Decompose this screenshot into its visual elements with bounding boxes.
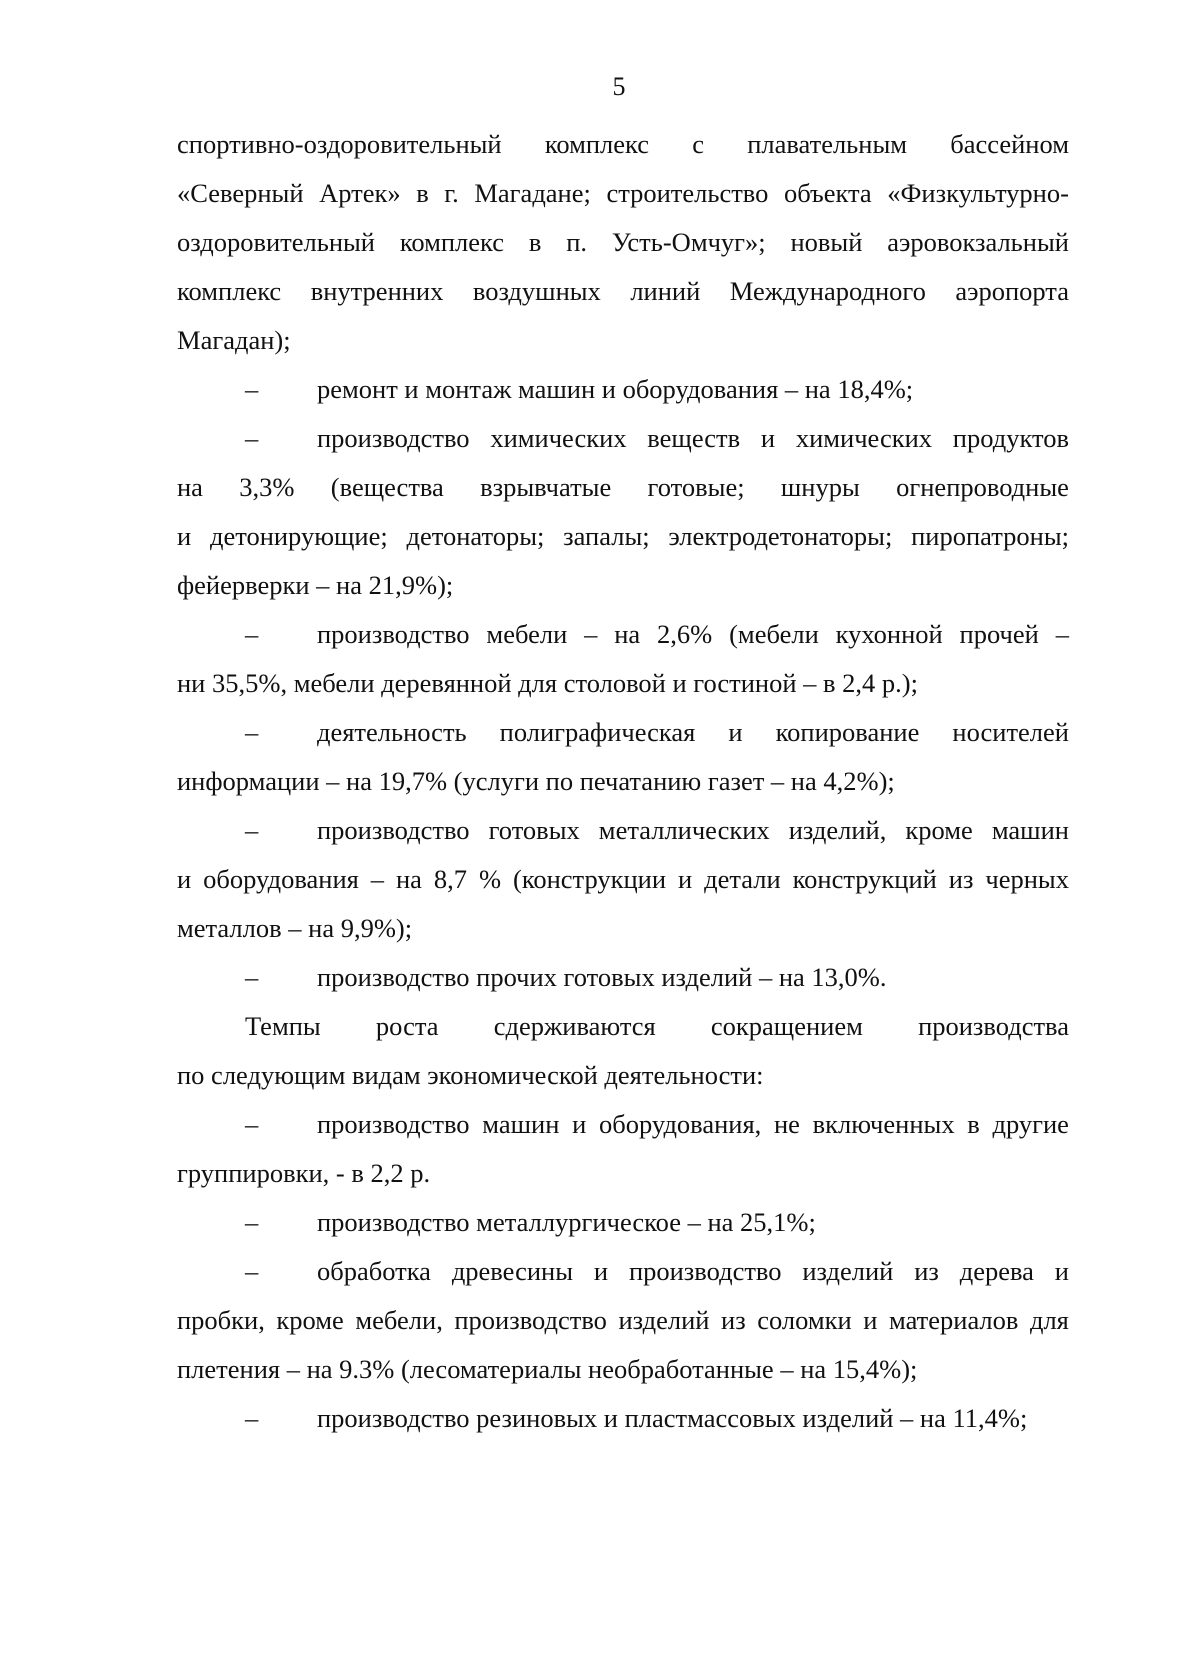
- list-item-text: производство резиновых и пластмассовых изделий – на 11,4%;: [317, 1403, 1028, 1433]
- list-item: [177, 610, 1069, 708]
- text-line: комплекс внутренних воздушных линий Международного аэропорта: [177, 276, 1069, 306]
- list-item: [177, 708, 1069, 806]
- document-body: [177, 120, 1069, 1443]
- list-item-text: производство металлургическое – на 25,1%;: [317, 1207, 816, 1237]
- list-dash: –: [245, 1207, 259, 1237]
- list-dash: –: [245, 717, 259, 747]
- list-item-first-line: [177, 953, 1069, 1002]
- text-line: пробки, кроме мебели, производство изделий из соломки и материалов для: [177, 1305, 1069, 1335]
- list-item-first-line: [177, 1247, 1069, 1296]
- text-line: Магадан);: [177, 325, 291, 355]
- list-item-text: производство прочих готовых изделий – на 13,0%.: [317, 962, 887, 992]
- list-dash: –: [245, 619, 259, 649]
- text-line: и детонирующие; детонаторы; запалы; электродетонаторы; пиропатроны;: [177, 521, 1069, 551]
- list-item-text: обработка древесины и производство изделий из дерева и: [317, 1256, 1069, 1286]
- list-dash: –: [245, 1403, 259, 1433]
- text-line: плетения – на 9.3% (лесоматериалы необработанные – на 15,4%);: [177, 1354, 918, 1384]
- list-item-first-line: [177, 1100, 1069, 1149]
- text-line: оздоровительный комплекс в п. Усть-Омчуг»; новый аэровокзальный: [177, 227, 1069, 257]
- list-item: [177, 806, 1069, 953]
- text-line: металлов – на 9,9%);: [177, 913, 413, 943]
- text-line: «Северный Артек» в г. Магадане; строительство объекта «Физкультурно-: [177, 178, 1069, 208]
- list-item-text: производство готовых металлических изделий, кроме машин: [317, 815, 1069, 845]
- list-item-text: производство мебели – на 2,6% (мебели кухонной прочей –: [317, 619, 1069, 649]
- list-dash: –: [245, 1256, 259, 1286]
- list-item-text: производство химических веществ и химических продуктов: [317, 423, 1069, 453]
- list-dash: –: [245, 962, 259, 992]
- list-item: [177, 1100, 1069, 1198]
- list-item-first-line: [177, 1394, 1069, 1443]
- list-dash: –: [245, 423, 259, 453]
- list-item: [177, 365, 1069, 414]
- list-dash: –: [245, 815, 259, 845]
- list-item: [177, 414, 1069, 610]
- list-item: [177, 1394, 1069, 1443]
- list-item-text: производство машин и оборудования, не включенных в другие: [317, 1109, 1069, 1139]
- page-number: 5: [612, 72, 626, 101]
- list-item: [177, 1247, 1069, 1394]
- text-line: фейерверки – на 21,9%);: [177, 570, 454, 600]
- text-line: и оборудования – на 8,7 % (конструкции и детали конструкций из черных: [177, 864, 1069, 894]
- text-line: на 3,3% (вещества взрывчатые готовые; шнуры огнепроводные: [177, 472, 1069, 502]
- text-line: группировки, - в 2,2 р.: [177, 1158, 431, 1188]
- list-item-first-line: [177, 806, 1069, 855]
- list-dash: –: [245, 1109, 259, 1139]
- text-line: по следующим видам экономической деятельности:: [177, 1060, 764, 1090]
- list-item-first-line: [177, 414, 1069, 463]
- list-item-first-line: [177, 1198, 1069, 1247]
- text-line: Темпы роста сдерживаются сокращением производства: [245, 1011, 1069, 1041]
- list-dash: –: [245, 374, 259, 404]
- text-line: спортивно-оздоровительный комплекс с плавательным бассейном: [177, 129, 1069, 159]
- list-item-text: деятельность полиграфическая и копирование носителей: [317, 717, 1069, 747]
- list-item: [177, 1198, 1069, 1247]
- list-item-first-line: [177, 708, 1069, 757]
- list-item: [177, 953, 1069, 1002]
- list-item-first-line: [177, 610, 1069, 659]
- text-line: ни 35,5%, мебели деревянной для столовой и гостиной – в 2,4 р.);: [177, 668, 918, 698]
- paragraph: [177, 120, 1069, 365]
- paragraph: [177, 1002, 1069, 1100]
- list-item-first-line: [177, 365, 1069, 414]
- list-item-text: ремонт и монтаж машин и оборудования – на 18,4%;: [317, 374, 914, 404]
- text-line: информации – на 19,7% (услуги по печатанию газет – на 4,2%);: [177, 766, 895, 796]
